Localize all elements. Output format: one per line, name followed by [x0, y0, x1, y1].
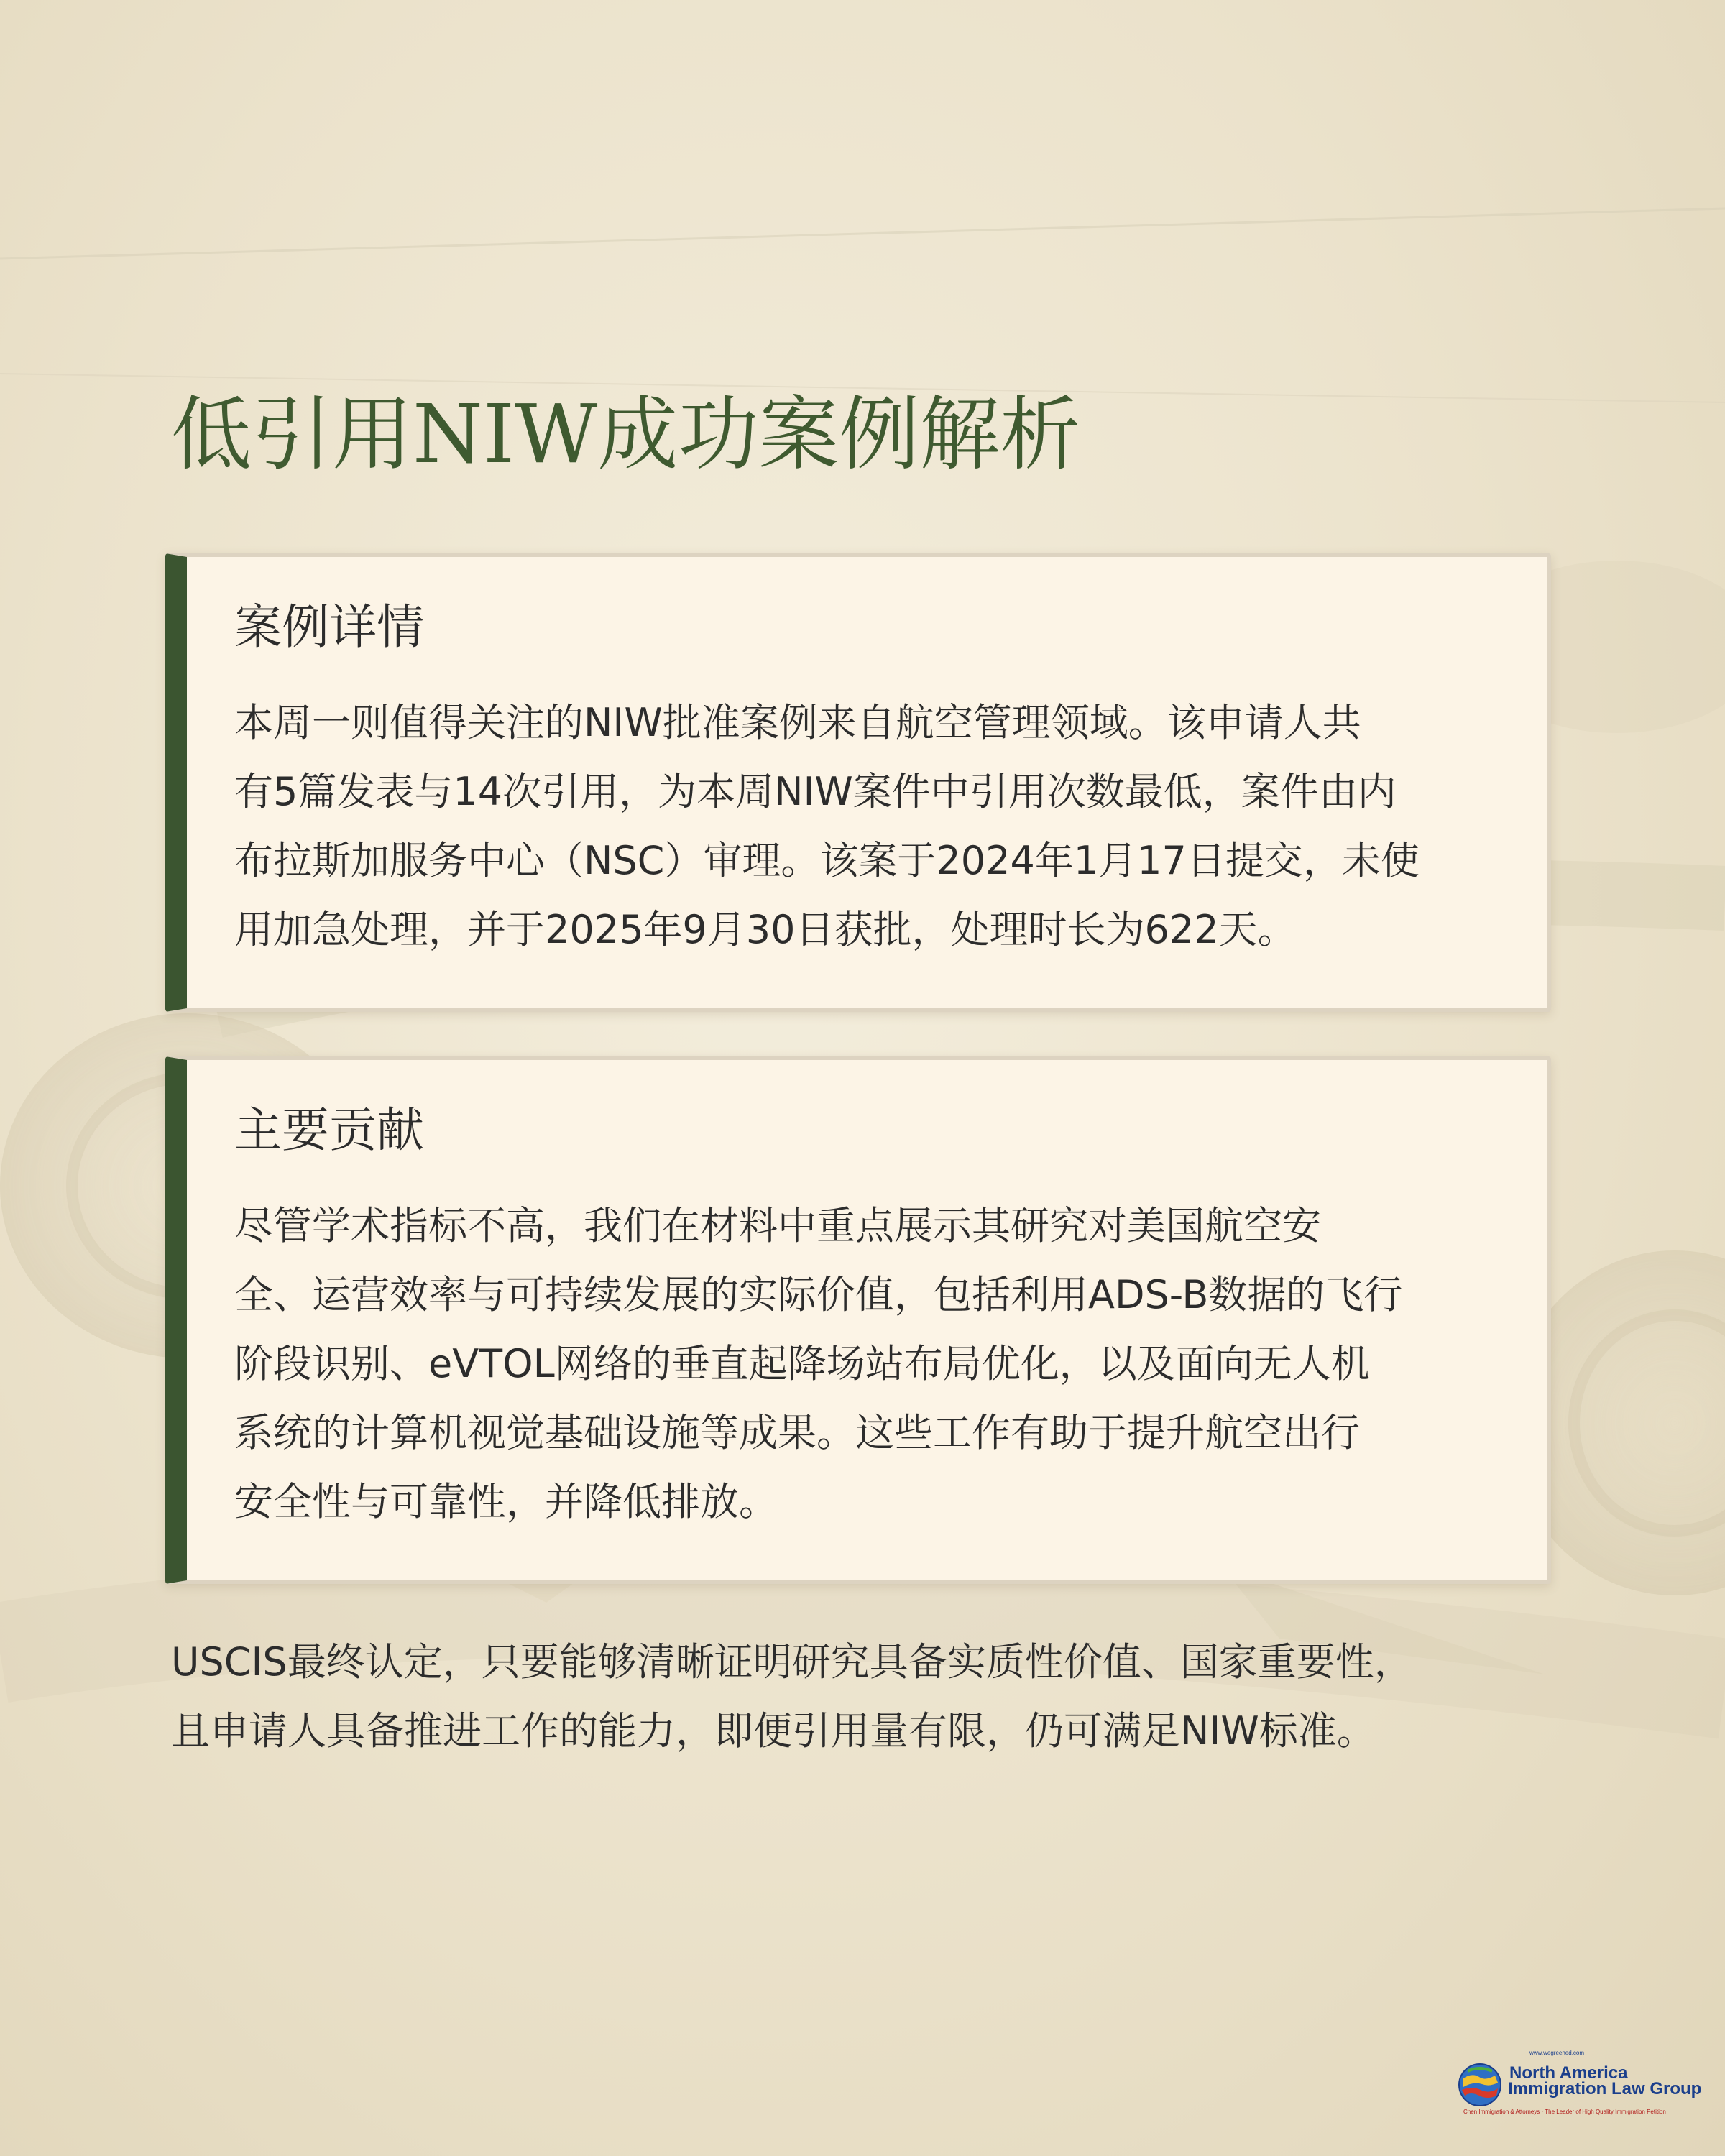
main-contributions-card — [165, 1056, 1551, 1584]
text-line: 且申请人具备推进工作的能力，即便引用量有限，仍可满足NIW标准。 — [171, 1708, 1376, 1754]
logo-tagline: Chen Immigration & Attorneys · The Leader of High Quality Immigration Petition — [1463, 2109, 1666, 2115]
main-contributions-text — [234, 1192, 1521, 1537]
main-contributions-title: 主要贡献 — [234, 1102, 424, 1158]
text-line: 布拉斯加服务中心（NSC）审理。该案于2024年1月17日提交，未使 — [234, 838, 1420, 883]
text-line: 安全性与可靠性，并降低排放。 — [234, 1479, 778, 1524]
conclusion-text — [171, 1628, 1551, 1766]
text-line: USCIS最终认定，只要能够清晰证明研究具备实质性价值、国家重要性， — [171, 1639, 1413, 1685]
case-details-text — [234, 688, 1521, 964]
globe-logo-icon — [1458, 2063, 1502, 2107]
text-line: 全、运营效率与可持续发展的实际价值，包括利用ADS-B数据的飞行 — [234, 1272, 1403, 1317]
text-line: 有5篇发表与14次引用，为本周NIW案件中引用次数最低，案件由内 — [234, 769, 1397, 814]
text-line: 系统的计算机视觉基础设施等成果。这些工作有助于提升航空出行 — [234, 1410, 1360, 1455]
logo-name-line2: Immigration Law Group — [1508, 2079, 1702, 2099]
text-line: 尽管学术指标不高，我们在材料中重点展示其研究对美国航空安 — [234, 1203, 1321, 1248]
case-details-title: 案例详情 — [234, 599, 424, 655]
text-line: 用加急处理，并于2025年9月30日获批，处理时长为622天。 — [234, 907, 1297, 952]
logo-url: www.wegreened.com — [1530, 2050, 1585, 2056]
company-logo — [1458, 2050, 1702, 2122]
text-line: 阶段识别、eVTOL网络的垂直起降场站布局优化，以及面向无人机 — [234, 1341, 1370, 1386]
text-line: 本周一则值得关注的NIW批准案例来自航空管理领域。该申请人共 — [234, 700, 1361, 745]
page-title: 低引用NIW成功案例解析 — [171, 388, 1081, 482]
case-details-card — [165, 553, 1551, 1012]
logo-name-line1: North America — [1509, 2063, 1628, 2083]
